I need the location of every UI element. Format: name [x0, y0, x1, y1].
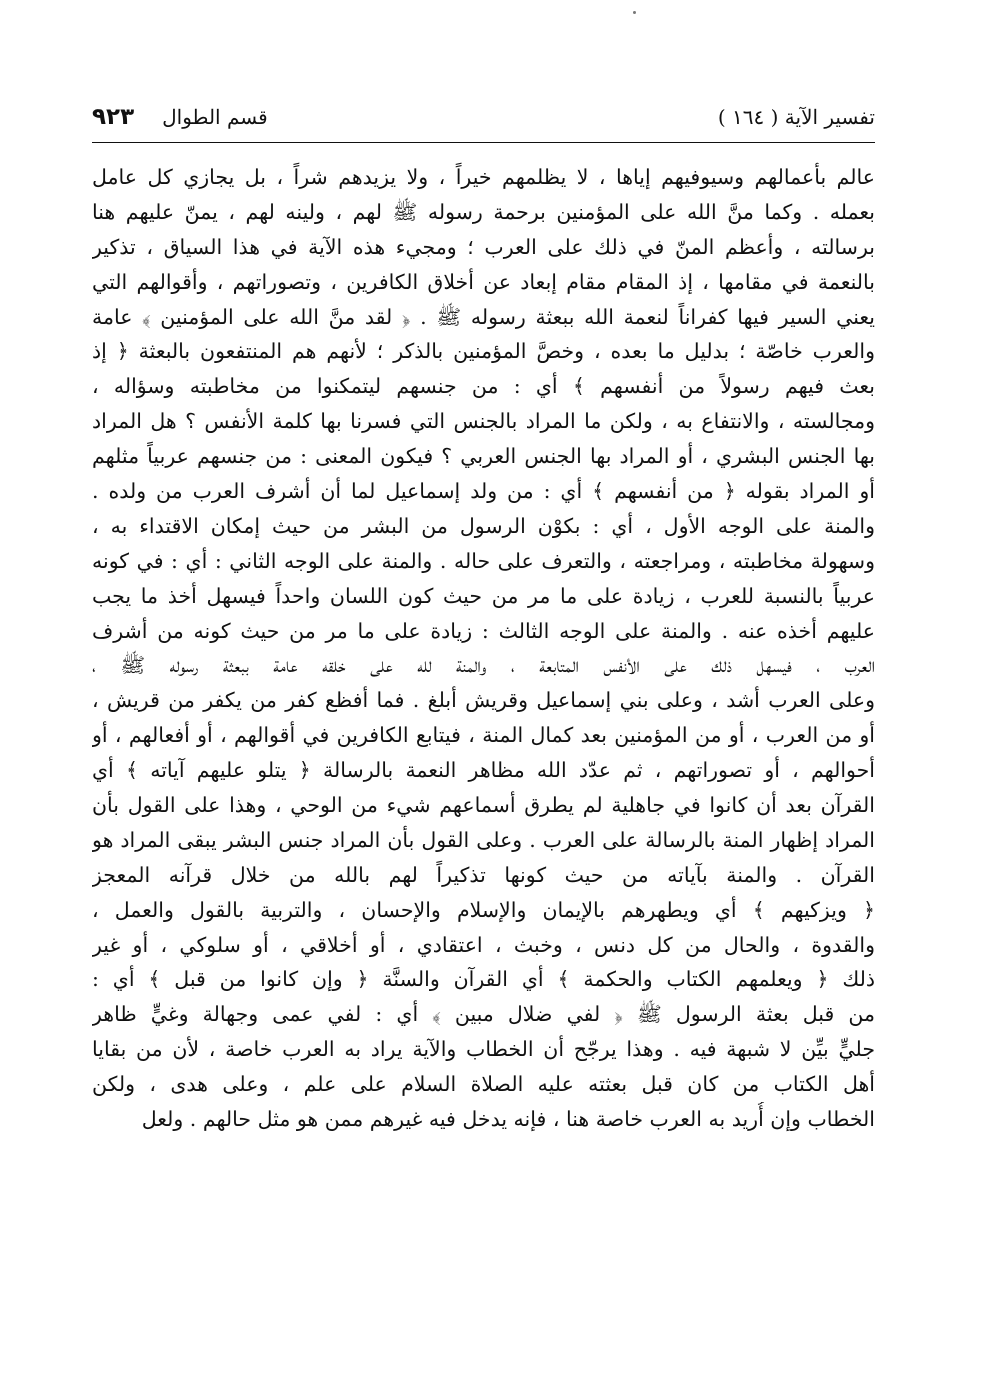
header-rule: [92, 142, 875, 143]
chapter-title: تفسير الآية ( ١٦٤ ): [717, 105, 875, 129]
text-line: المراد إظهار المنة بالرسالة على العرب . وعلى القول بأن المراد جنس البشر يبقى المراد هو: [92, 827, 875, 852]
text-line: العرب ، فيسهل ذلك على الأنفس المتابعة ، والمنة لله على خلقه عامة ببعثة رسوله ﷺ ،: [92, 653, 875, 678]
text-line: وعلى العرب أشد ، وعلى بني إسماعيل وقريش أبلغ . فما أفظع كفر من يكفر من قريش ،: [92, 688, 875, 713]
header-chapter: [718, 105, 875, 129]
body-text: [92, 160, 875, 1137]
text-line: ومجالسته ، والانتفاع به ، ولكن ما المراد بالجنس التي فسرنا بها كلمة الأنفس ؟ هل المراد: [92, 409, 875, 434]
text-line: القرآن بعد أن كانوا في جاهلية لم يطرق أسماعهم شيء من الوحي ، وهذا على القول بأن: [92, 793, 875, 818]
page-number: ٩٢٣: [92, 104, 135, 130]
text-line: أهل الكتاب من كان قبل بعثته عليه الصلاة السلام على علم ، وعلى هدى ، ولكن: [92, 1072, 875, 1097]
stray-ink-dot: [633, 11, 636, 14]
text-line: أحوالهم ، أو تصوراتهم ، ثم عدّد الله مظاهر النعمة بالرسالة ﴿ يتلو عليهم آياته ﴾ أي: [92, 758, 875, 783]
text-line: وسهولة مخاطبته ، ومراجعته ، والتعرف على حاله . والمنة على الوجه الثاني : أي : في كونه: [92, 548, 875, 573]
text-line: أو من العرب ، أو من المؤمنين بعد كمال المنة ، فيتابع الكافرين في أقوالهم ، أو أفعالهم ، أو: [92, 723, 875, 748]
text-line: أو المراد بقوله ﴿ من أنفسهم ﴾ أي : من ولد إسماعيل لما أن أشرف العرب من ولده .: [92, 479, 875, 504]
text-line: بالنعمة في مقامها ، إذ المقام مقام إبعاد عن أخلاق الكافرين ، وتصوراتهم ، وأقوالهم التي: [92, 269, 875, 294]
text-line: عربياً بالنسبة للعرب ، زيادة على ما مر من حيث كون اللسان واحداً فيسهل أخذ ما يجب: [92, 583, 875, 608]
text-line: يعني السير فيها كفراناً لنعمة الله ببعثة رسوله ﷺ . ﴿ لقد منَّ الله على المؤمنين ﴾ عامة: [92, 304, 875, 329]
text-line: ذلك ﴿ ويعلمهم الكتاب والحكمة ﴾ أي القرآن والسنَّة ﴿ وإن كانوا من قبل ﴾ أي :: [92, 967, 875, 992]
text-line: جليٍّ بيِّن لا شبهة فيه . وهذا يرجّح أن الخطاب والآية يراد به العرب خاصة ، لأن من بقايا: [92, 1037, 875, 1062]
text-line: برسالته ، وأعظم المنّ في ذلك على العرب ؛ ومجيء هذه الآية في هذا السياق ، تذكير: [92, 234, 875, 259]
text-line: عالم بأعمالهم وسيوفيهم إياها ، لا يظلمهم خيراً ، ولا يزيدهم شراً ، بل يجازي كل عامل: [92, 165, 875, 189]
page-header: [92, 98, 875, 136]
header-section: [92, 104, 268, 130]
text-line: بعمله . وكما منَّ الله على المؤمنين برحمة رسوله ﷺ لهم ، ولينه لهم ، يمنّ عليهم هنا: [92, 199, 875, 224]
text-line: والقدوة ، والحال من كل دنس ، وخبث ، اعتقادي ، أو أخلاقي ، أو سلوكي ، أو غير: [92, 932, 875, 957]
text-line: عليهم أخذه عنه . والمنة على الوجه الثالث : زيادة على ما مر من حيث كونه من أشرف: [92, 618, 875, 643]
text-line: القرآن . والمنة بآياته من حيث كونها تذكيراً لهم بالله من خلال قرآنه المعجز: [92, 862, 875, 887]
section-title: قسم الطوال: [162, 105, 268, 129]
text-line: والمنة على الوجه الأول ، أي : بكوْن الرسول من البشر من حيث إمكان الاقتداء به ،: [92, 513, 875, 538]
text-line: بها الجنس البشري ، أو المراد بها الجنس العربي ؟ فيكون المعنى : من جنسهم عربياً مثلهم: [92, 444, 875, 469]
text-line: بعث فيهم رسولاً من أنفسهم ﴾ أي : من جنسهم ليتمكنوا من مخاطبته وسؤاله ،: [92, 374, 875, 399]
text-line: الخطاب وإن أُريد به العرب خاصة هنا ، فإنه يدخل فيه غيرهم ممن هو مثل حالهم . ولعل: [141, 1107, 875, 1132]
text-line: ﴿ ويزكيهم ﴾ أي ويطهرهم بالإيمان والإسلام والإحسان ، والتربية بالقول والعمل ،: [92, 897, 875, 922]
text-line: من قبل بعثة الرسول ﷺ ﴿ لفي ضلال مبين ﴾ أي : لفي عمى وجهالة وغيٍّ ظاهر: [92, 1002, 875, 1027]
text-line: والعرب خاصّة ؛ بدليل ما بعده ، وخصَّ المؤمنين بالذكر ؛ لأنهم هم المنتفعون بالبعثة ﴿ إذ: [92, 339, 875, 364]
